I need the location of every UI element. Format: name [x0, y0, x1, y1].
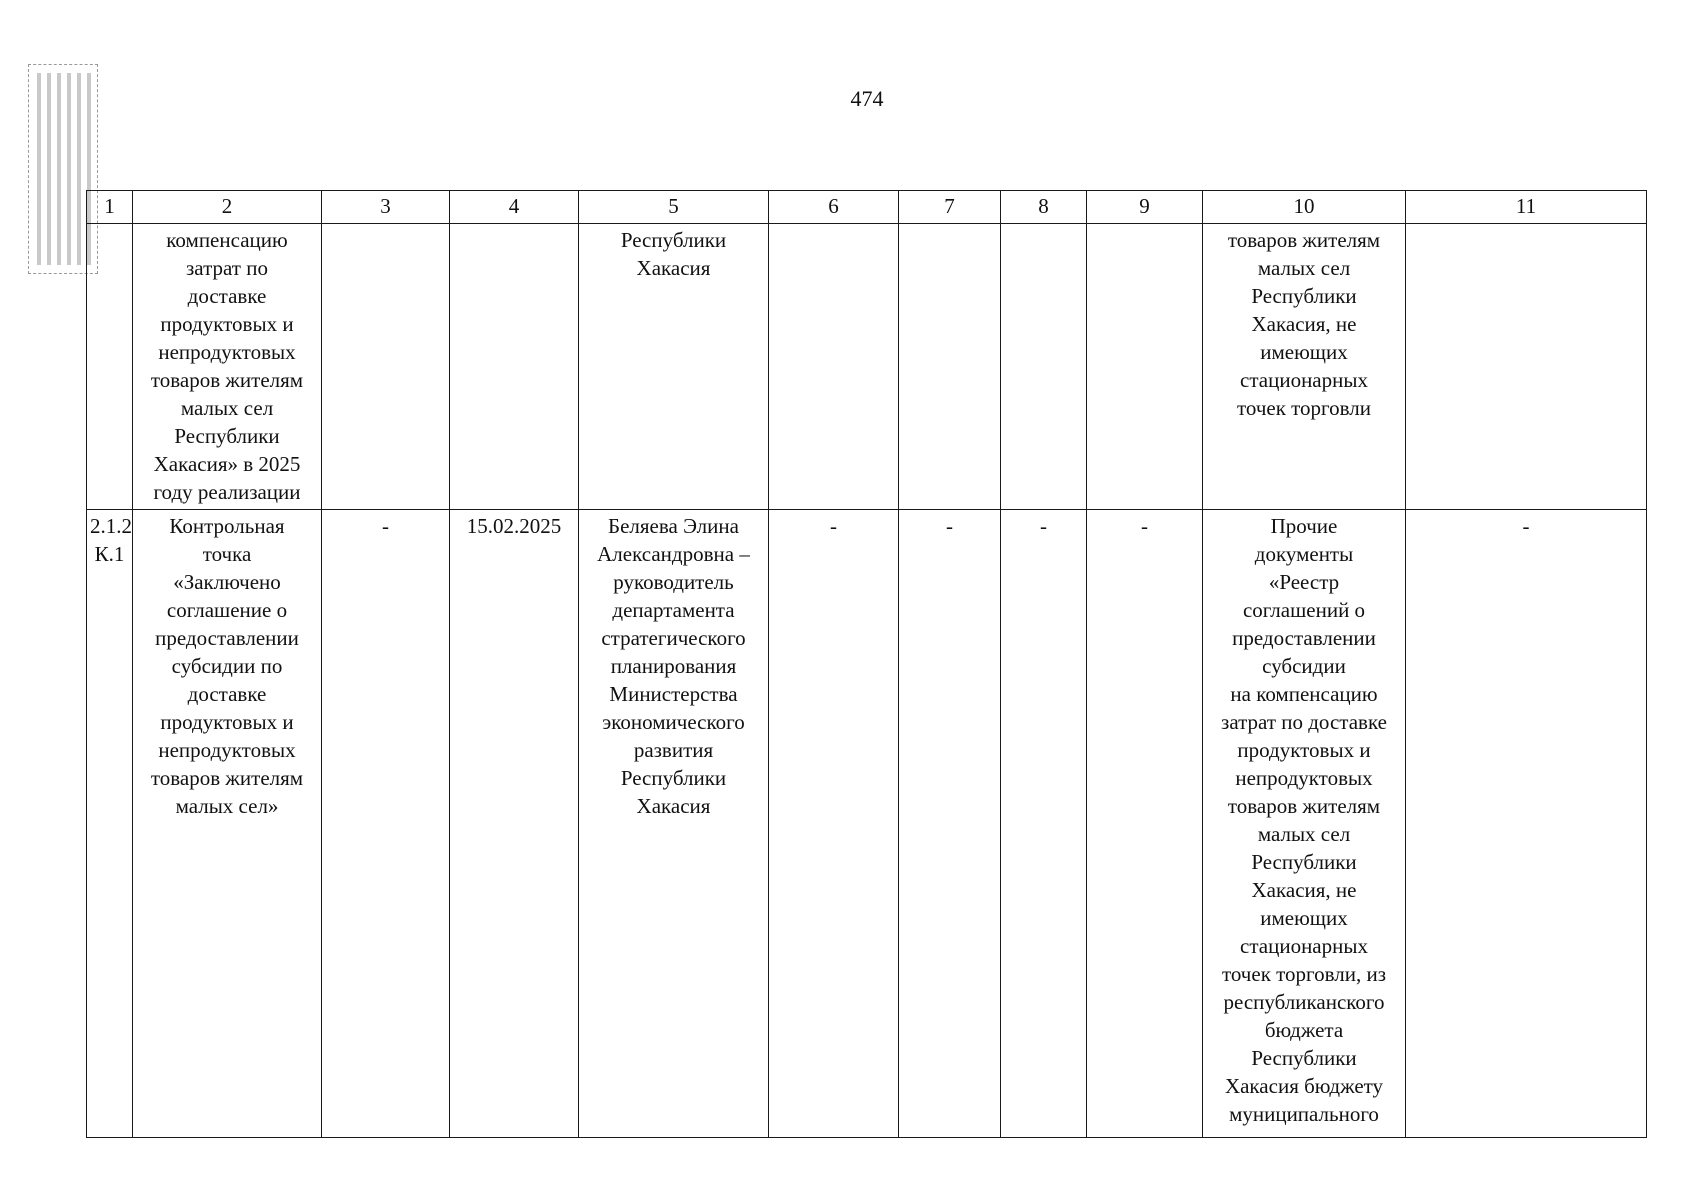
cell-responsible: Беляева Элина Александровна – руководитель департамента стратегического планирования Министерства экономического развития Республики Хакасия: [579, 510, 769, 1138]
cell-col11: -: [1406, 510, 1647, 1138]
table-row-control-point: [87, 510, 1647, 1138]
cell-col3: -: [322, 510, 450, 1138]
cell-col11: [1406, 224, 1647, 510]
cell-number: 2.1.2 К.1: [87, 510, 133, 1138]
column-header-7: 7: [899, 191, 1001, 224]
column-header-10: 10: [1203, 191, 1406, 224]
cell-col8: [1001, 224, 1087, 510]
header-row: [87, 191, 1647, 224]
cell-col6: -: [769, 510, 899, 1138]
cell-number: [87, 224, 133, 510]
table-row-continuation: [87, 224, 1647, 510]
column-header-3: 3: [322, 191, 450, 224]
cell-col9: [1087, 224, 1203, 510]
column-header-9: 9: [1087, 191, 1203, 224]
cell-date: 15.02.2025: [450, 510, 579, 1138]
cell-description: Контрольная точка «Заключено соглашение о предоставлении субсидии по доставке продуктовых и непродуктовых товаров жителям малых сел»: [133, 510, 322, 1138]
cell-col8: -: [1001, 510, 1087, 1138]
column-header-2: 2: [133, 191, 322, 224]
cell-description: компенсацию затрат по доставке продуктовых и непродуктовых товаров жителям малых сел Республики Хакасия» в 2025 году реализации: [133, 224, 322, 510]
cell-col7: -: [899, 510, 1001, 1138]
cell-responsible: Республики Хакасия: [579, 224, 769, 510]
column-header-4: 4: [450, 191, 579, 224]
column-header-1: 1: [87, 191, 133, 224]
cell-col6: [769, 224, 899, 510]
cell-col9: -: [1087, 510, 1203, 1138]
column-header-11: 11: [1406, 191, 1647, 224]
cell-col7: [899, 224, 1001, 510]
column-header-6: 6: [769, 191, 899, 224]
data-table: [86, 190, 1647, 1138]
column-header-8: 8: [1001, 191, 1087, 224]
cell-document: товаров жителям малых сел Республики Хакасия, не имеющих стационарных точек торговли: [1203, 224, 1406, 510]
cell-date: [450, 224, 579, 510]
cell-document: Прочие документы «Реестр соглашений о предоставлении субсидии на компенсацию затрат по доставке продуктовых и непродуктовых товаров жителям малых сел Республики Хакасия, не имеющих стационарных точек торговли, из республиканского бюджета Республики Хакасия бюджету муниципального: [1203, 510, 1406, 1138]
cell-col3: [322, 224, 450, 510]
page-number: 474: [850, 86, 884, 111]
column-header-5: 5: [579, 191, 769, 224]
